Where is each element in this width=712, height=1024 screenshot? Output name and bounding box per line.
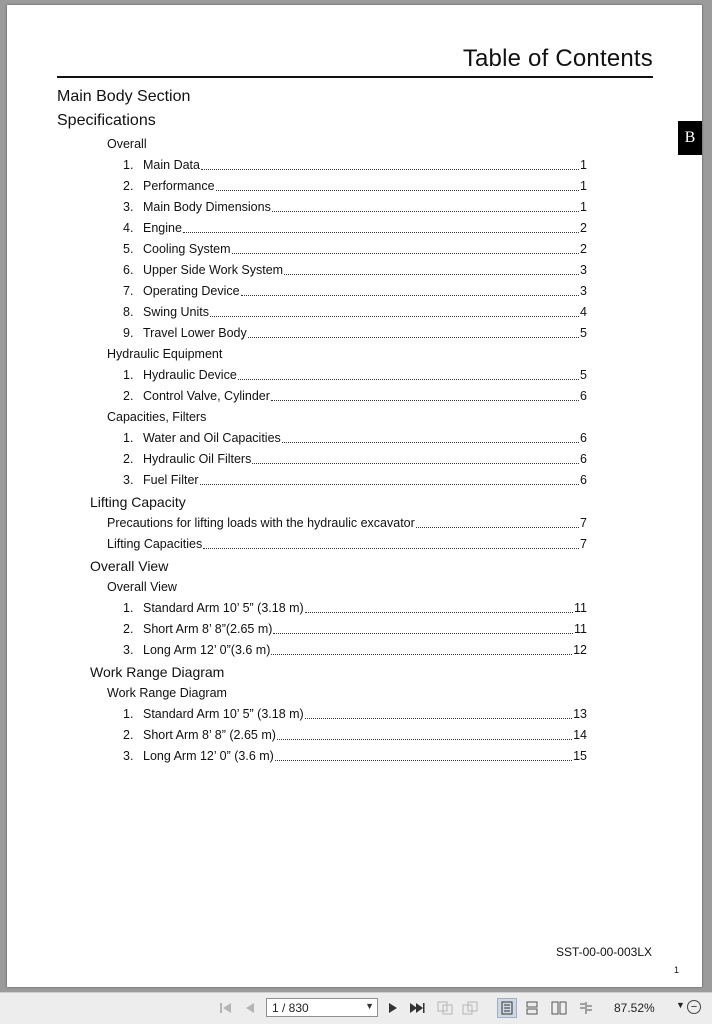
toc-entry-number: 3.	[123, 473, 134, 487]
toc-entry-label: Hydraulic Device	[143, 368, 237, 382]
toc-entry-page: 2	[580, 221, 587, 235]
toc-entry-number: 3.	[123, 749, 134, 763]
zoom-out-icon[interactable]: −	[687, 1000, 701, 1014]
zoom-chevron-down-icon[interactable]: ▼	[676, 1000, 685, 1010]
zoom-level[interactable]: 87.52%	[614, 1001, 655, 1015]
toc-entry-page: 2	[580, 242, 587, 256]
toc-entry-page: 6	[580, 473, 587, 487]
page-title: Table of Contents	[462, 45, 653, 72]
toc-entry-page: 7	[580, 516, 587, 530]
dot-leader	[284, 263, 579, 275]
toc-entry[interactable]	[123, 622, 587, 638]
dot-leader	[416, 516, 579, 528]
toc-entry[interactable]	[123, 707, 587, 723]
toc-entry-label: Short Arm 8’ 8” (2.65 m)	[143, 728, 276, 742]
toc-entry[interactable]	[107, 537, 587, 553]
go-back-icon[interactable]	[435, 998, 455, 1018]
toc-entry-label: Control Valve, Cylinder	[143, 389, 270, 403]
toc-section-heading: Work Range Diagram	[90, 664, 225, 680]
table-of-contents	[7, 5, 702, 987]
toc-subsection-heading: Capacities, Filters	[107, 410, 207, 424]
dot-leader	[216, 179, 579, 191]
dot-leader	[183, 221, 579, 233]
toc-entry-label: Precautions for lifting loads with the hydraulic excavator	[107, 516, 415, 530]
toc-entry-label: Operating Device	[143, 284, 240, 298]
dot-leader	[273, 622, 573, 634]
toc-entry-label: Standard Arm 10’ 5” (3.18 m)	[143, 601, 304, 615]
toc-entry[interactable]	[123, 326, 587, 342]
toc-subsection-heading: Overall View	[107, 580, 177, 594]
toc-entry-number: 2.	[123, 728, 134, 742]
previous-page-icon[interactable]	[240, 998, 260, 1018]
page-indicator: 1 / 830	[272, 1000, 309, 1015]
toc-entry-page: 5	[580, 326, 587, 340]
toc-entry-label: Lifting Capacities	[107, 537, 203, 551]
toc-section-heading: Lifting Capacity	[90, 494, 186, 510]
toc-section-heading: Overall View	[90, 558, 169, 574]
toc-entry-page: 14	[573, 728, 587, 742]
section-tab-b: B	[678, 121, 702, 155]
dot-leader	[305, 601, 573, 613]
toc-entry[interactable]	[123, 728, 587, 744]
next-page-icon[interactable]	[383, 998, 403, 1018]
toc-entry-number: 7.	[123, 284, 134, 298]
toc-entry[interactable]	[123, 221, 587, 237]
toc-entry-label: Hydraulic Oil Filters	[143, 452, 252, 466]
toc-heading: Main Body Section	[57, 88, 191, 105]
dot-leader	[200, 473, 579, 485]
toc-entry-page: 6	[580, 389, 587, 403]
toc-entry-label: Fuel Filter	[143, 473, 199, 487]
toc-entry-label: Engine	[143, 221, 182, 235]
toc-entry-page: 11	[574, 622, 587, 636]
toc-entry[interactable]	[123, 601, 587, 617]
toc-entry-number: 9.	[123, 326, 134, 340]
last-page-icon[interactable]	[407, 998, 427, 1018]
toc-entry[interactable]	[123, 242, 587, 258]
page-number-input[interactable]	[266, 998, 378, 1017]
toc-entry-page: 6	[580, 431, 587, 445]
toc-subsection-heading: Hydraulic Equipment	[107, 347, 223, 361]
dot-leader	[282, 431, 579, 443]
toc-entry-number: 1.	[123, 707, 134, 721]
toc-entry[interactable]	[123, 305, 587, 321]
viewer-toolbar	[0, 992, 712, 1024]
toc-entry[interactable]	[123, 200, 587, 216]
page-number: 1	[673, 965, 679, 975]
toc-entry-number: 2.	[123, 389, 134, 403]
toc-entry[interactable]	[123, 749, 587, 765]
dot-leader	[277, 728, 572, 740]
toc-entry-number: 4.	[123, 221, 134, 235]
toc-entry-label: Short Arm 8’ 8”(2.65 m)	[143, 622, 273, 636]
toc-entry-page: 4	[580, 305, 587, 319]
toc-entry[interactable]	[123, 263, 587, 279]
toc-entry-number: 2.	[123, 179, 134, 193]
toc-entry[interactable]	[123, 643, 587, 659]
toc-entry-number: 1.	[123, 601, 134, 615]
toc-entry[interactable]	[123, 368, 587, 384]
document-code: SST-00-00-003LX	[555, 945, 652, 959]
toc-entry-page: 1	[580, 200, 587, 214]
toc-entry-page: 7	[580, 537, 587, 551]
toc-entry-label: Swing Units	[143, 305, 209, 319]
toc-entry-number: 3.	[123, 643, 134, 657]
toc-entry-label: Upper Side Work System	[143, 263, 284, 277]
first-page-icon[interactable]	[216, 998, 236, 1018]
toc-entry[interactable]	[123, 179, 587, 195]
toc-entry-number: 1.	[123, 158, 134, 172]
toc-entry[interactable]	[123, 389, 587, 405]
toc-entry-page: 3	[580, 284, 587, 298]
dot-leader	[305, 707, 572, 719]
toc-entry-label: Long Arm 12’ 0” (3.6 m)	[143, 749, 274, 763]
toc-entry-number: 1.	[123, 368, 134, 382]
toc-entry-page: 13	[573, 707, 587, 721]
single-page-view-icon[interactable]	[497, 998, 517, 1018]
dot-leader	[272, 200, 579, 212]
toc-entry-number: 1.	[123, 431, 134, 445]
toc-entry-number: 2.	[123, 622, 134, 636]
book-view-icon[interactable]	[576, 998, 596, 1018]
dot-leader	[241, 284, 579, 296]
toc-subsection-heading: Overall	[107, 137, 147, 151]
toc-entry-number: 5.	[123, 242, 134, 256]
toc-subsection-heading: Work Range Diagram	[107, 686, 227, 700]
toc-entry[interactable]	[123, 284, 587, 300]
continuous-view-icon[interactable]	[522, 998, 542, 1018]
toc-entry[interactable]	[123, 431, 587, 447]
toc-entry-page: 1	[580, 158, 587, 172]
toc-entry-number: 8.	[123, 305, 134, 319]
dot-leader	[232, 242, 580, 254]
toc-entry-page: 1	[580, 179, 587, 193]
toc-entry-label: Travel Lower Body	[143, 326, 247, 340]
toc-entry-page: 3	[580, 263, 587, 277]
dot-leader	[203, 537, 579, 549]
toc-entry[interactable]	[123, 158, 587, 174]
toc-heading: Specifications	[57, 112, 156, 129]
dot-leader	[271, 643, 572, 655]
dot-leader	[275, 749, 572, 761]
toc-entry[interactable]	[107, 516, 587, 532]
toc-entry-label: Main Data	[143, 158, 200, 172]
pdf-page	[7, 5, 702, 987]
dot-leader	[201, 158, 579, 170]
dot-leader	[210, 305, 579, 317]
toc-entry-page: 11	[574, 601, 587, 615]
dot-leader	[238, 368, 579, 380]
toc-entry-label: Long Arm 12’ 0”(3.6 m)	[143, 643, 271, 657]
dot-leader	[248, 326, 579, 338]
go-forward-icon[interactable]	[460, 998, 480, 1018]
toc-entry-page: 5	[580, 368, 587, 382]
toc-entry-label: Standard Arm 10’ 5” (3.18 m)	[143, 707, 304, 721]
toc-entry-number: 2.	[123, 452, 134, 466]
toc-entry-label: Cooling System	[143, 242, 231, 256]
toc-entry-page: 15	[573, 749, 587, 763]
chevron-down-icon[interactable]: ▼	[365, 1001, 374, 1011]
toc-entry-page: 6	[580, 452, 587, 466]
dot-leader	[252, 452, 579, 464]
toc-entry-label: Main Body Dimensions	[143, 200, 271, 214]
toc-entry[interactable]	[123, 452, 587, 468]
toc-entry-label: Performance	[143, 179, 215, 193]
toc-entry-label: Water and Oil Capacities	[143, 431, 281, 445]
toc-entry-number: 3.	[123, 200, 134, 214]
dot-leader	[271, 389, 579, 401]
toc-entry-page: 12	[573, 643, 587, 657]
facing-pages-view-icon[interactable]	[549, 998, 569, 1018]
toc-entry[interactable]	[123, 473, 587, 489]
toc-entry-number: 6.	[123, 263, 134, 277]
